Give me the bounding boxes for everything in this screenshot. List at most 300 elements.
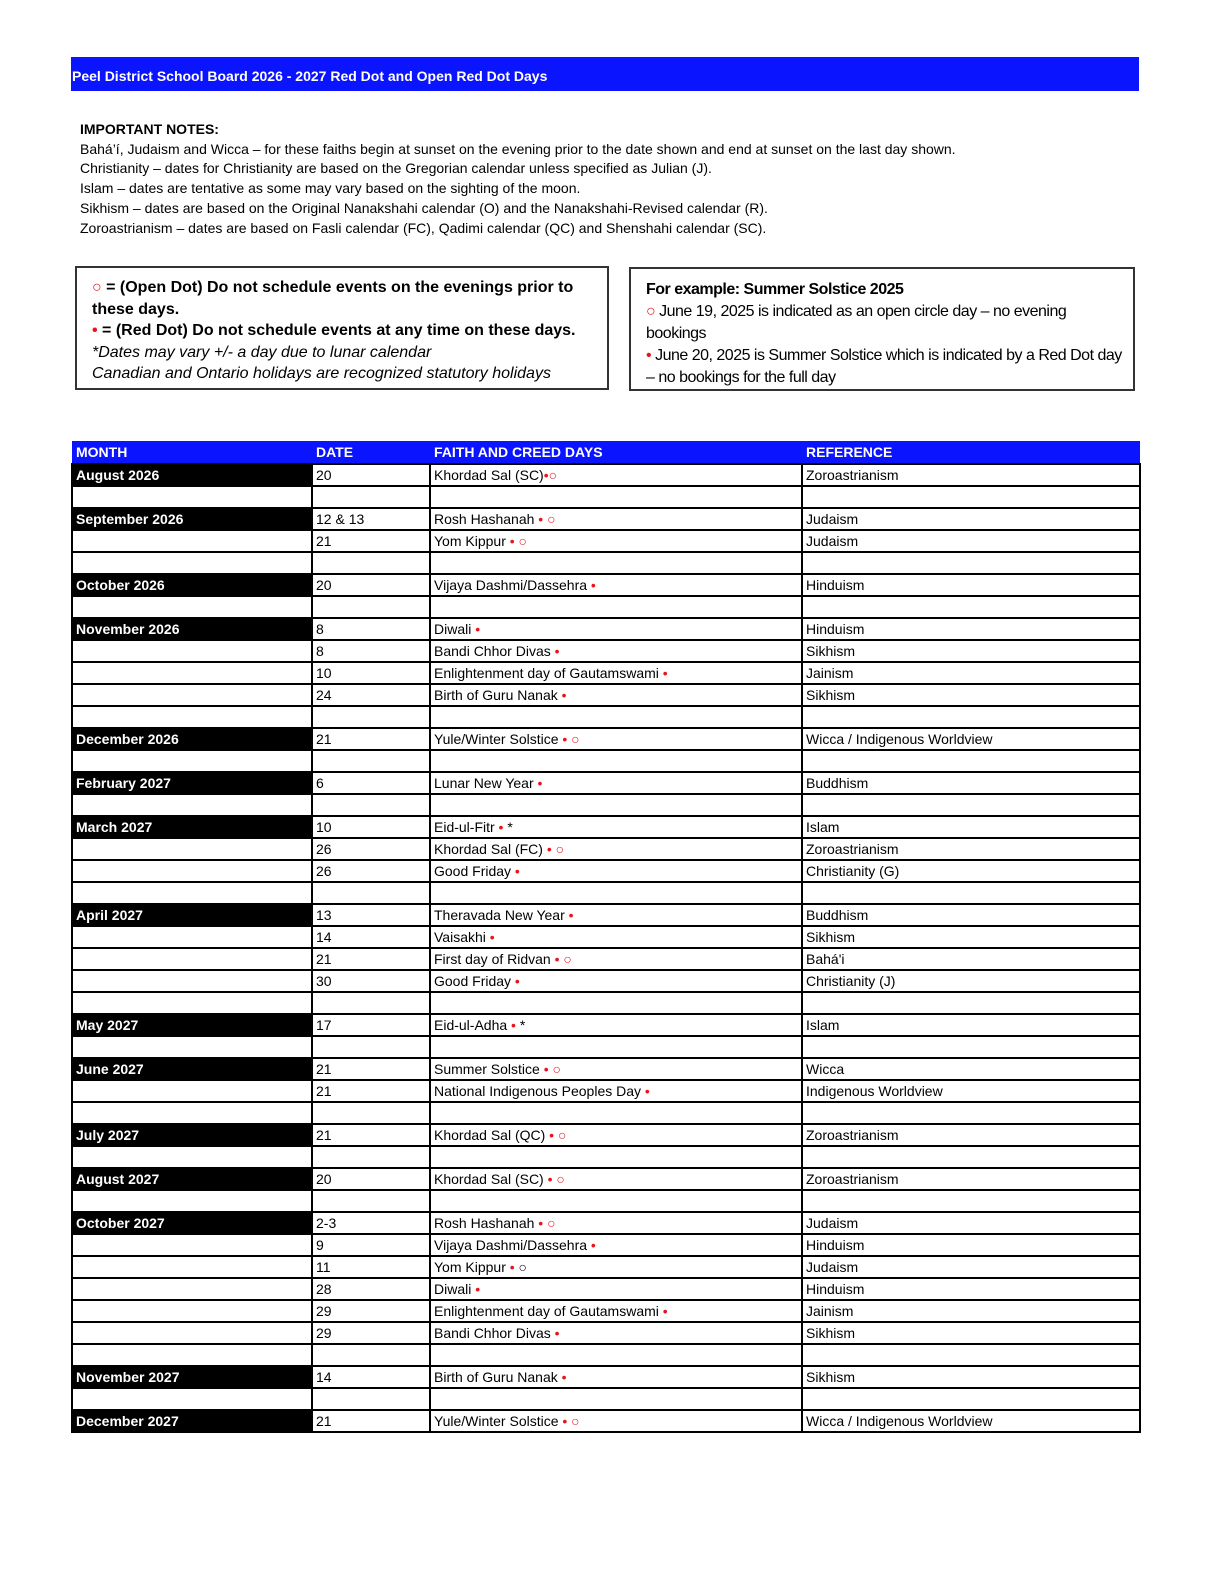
table-spacer-row — [72, 706, 1140, 728]
dot-marker-icon: • — [533, 775, 543, 791]
table-row — [72, 1014, 1140, 1036]
faith-day-cell — [430, 1322, 802, 1344]
dot-marker-icon: • ○ — [543, 1171, 565, 1187]
dot-marker-icon: • ○ — [539, 1061, 561, 1077]
faith-day-cell — [430, 1300, 802, 1322]
dot-marker-icon: • ○ — [545, 1127, 567, 1143]
faith-day-cell — [430, 1234, 802, 1256]
reference-cell: Zoroastrianism — [802, 838, 1140, 860]
empty-cell — [802, 552, 1140, 574]
empty-cell — [312, 1344, 430, 1366]
holiday-note: Canadian and Ontario holidays are recognized statutory holidays — [92, 365, 551, 383]
faith-day-cell — [430, 1168, 802, 1190]
faith-day-name: Enlightenment day of Gautamswami — [434, 665, 659, 681]
table-row — [72, 926, 1140, 948]
dot-marker-icon: • — [564, 907, 574, 923]
example-heading: For example: Summer Solstice 2025 — [646, 281, 904, 298]
column-header-date: DATE — [312, 441, 430, 464]
red-dot-legend-text: = (Red Dot) Do not schedule events at any time on these days. — [97, 322, 576, 340]
faith-day-cell — [430, 684, 802, 706]
table-row — [72, 728, 1140, 750]
empty-cell — [430, 706, 802, 728]
dot-marker-icon: • — [658, 1303, 668, 1319]
month-cell — [72, 926, 312, 948]
faith-day-name: Khordad Sal (SC) — [434, 467, 544, 483]
table-header-row — [72, 441, 1140, 464]
faith-day-name: Birth of Guru Nanak — [434, 687, 558, 703]
table-row — [72, 1234, 1140, 1256]
dot-marker-icon: • ○ — [534, 1215, 556, 1231]
month-cell — [72, 530, 312, 552]
table-row — [72, 1080, 1140, 1102]
month-cell: November 2027 — [72, 1366, 312, 1388]
reference-cell: Sikhism — [802, 684, 1140, 706]
faith-day-name: Birth of Guru Nanak — [434, 1369, 558, 1385]
reference-cell: Wicca — [802, 1058, 1140, 1080]
faith-day-cell — [430, 728, 802, 750]
dot-marker-icon: • ○ — [534, 511, 556, 527]
table-spacer-row — [72, 486, 1140, 508]
reference-cell: Hinduism — [802, 1234, 1140, 1256]
dot-marker-icon: •○ — [543, 467, 558, 483]
empty-cell — [430, 1344, 802, 1366]
empty-cell — [312, 1036, 430, 1058]
faith-day-cell — [430, 1278, 802, 1300]
faith-day-name: Eid-ul-Fitr — [434, 819, 495, 835]
month-cell — [72, 662, 312, 684]
faith-day-name: Bandi Chhor Divas — [434, 643, 551, 659]
empty-cell — [72, 1146, 312, 1168]
date-cell: 26 — [312, 838, 430, 860]
faith-day-name: Khordad Sal (QC) — [434, 1127, 546, 1143]
reference-cell: Islam — [802, 1014, 1140, 1036]
date-cell: 21 — [312, 530, 430, 552]
table-row — [72, 1256, 1140, 1278]
table-row — [72, 530, 1140, 552]
empty-cell — [430, 1388, 802, 1410]
faith-day-cell — [430, 926, 802, 948]
empty-cell — [312, 882, 430, 904]
dot-marker-icon: • — [550, 643, 560, 659]
month-cell: December 2026 — [72, 728, 312, 750]
reference-cell: Indigenous Worldview — [802, 1080, 1140, 1102]
note-line: Christianity – dates for Christianity are based on the Gregorian calendar unless specified as Julian (J). — [80, 160, 712, 177]
dot-marker-icon: • — [494, 819, 504, 835]
empty-cell — [312, 706, 430, 728]
date-cell: 20 — [312, 574, 430, 596]
empty-cell — [312, 1190, 430, 1212]
table-spacer-row — [72, 1036, 1140, 1058]
dot-marker-icon: • — [507, 1017, 516, 1033]
table-row — [72, 662, 1140, 684]
table-row — [72, 1168, 1140, 1190]
faith-day-cell — [430, 1124, 802, 1146]
faith-day-cell — [430, 530, 802, 552]
open-dot-icon: ○ — [92, 279, 102, 296]
date-cell: 21 — [312, 1410, 430, 1432]
faith-day-cell — [430, 948, 802, 970]
table-row — [72, 970, 1140, 992]
important-notes — [80, 120, 1130, 238]
date-cell: 21 — [312, 1124, 430, 1146]
date-cell: 9 — [312, 1234, 430, 1256]
month-cell — [72, 1278, 312, 1300]
dot-marker-icon: • — [505, 1259, 515, 1275]
month-cell — [72, 838, 312, 860]
empty-cell — [72, 1102, 312, 1124]
page-title-bar — [71, 57, 1139, 91]
table-spacer-row — [72, 1388, 1140, 1410]
table-spacer-row — [72, 750, 1140, 772]
dot-marker-icon: • — [587, 577, 596, 593]
reference-cell: Judaism — [802, 1256, 1140, 1278]
empty-cell — [430, 1146, 802, 1168]
month-cell: December 2027 — [72, 1410, 312, 1432]
dot-marker-icon: • — [587, 1237, 596, 1253]
faith-day-name: Vijaya Dashmi/Dassehra — [434, 1237, 588, 1253]
faith-day-cell — [430, 860, 802, 882]
empty-cell — [802, 1388, 1140, 1410]
empty-cell — [430, 882, 802, 904]
table-spacer-row — [72, 552, 1140, 574]
dot-marker-icon: • ○ — [558, 731, 580, 747]
empty-cell — [430, 794, 802, 816]
date-cell: 10 — [312, 662, 430, 684]
open-dot-icon: ○ — [646, 303, 656, 320]
table-row — [72, 640, 1140, 662]
note-line: Sikhism – dates are based on the Original Nanakshahi calendar (O) and the Nanakshahi-Revised calendar (R). — [80, 199, 768, 216]
reference-cell: Wicca / Indigenous Worldview — [802, 1410, 1140, 1432]
date-cell: 21 — [312, 1080, 430, 1102]
empty-cell — [802, 1146, 1140, 1168]
date-cell: 13 — [312, 904, 430, 926]
faith-day-name: Vijaya Dashmi/Dassehra — [434, 577, 588, 593]
table-row — [72, 1124, 1140, 1146]
faith-day-name: Good Friday — [434, 973, 512, 989]
faith-day-cell — [430, 618, 802, 640]
empty-cell — [312, 486, 430, 508]
empty-cell — [72, 596, 312, 618]
dot-marker-icon: • ○ — [550, 951, 572, 967]
month-cell: May 2027 — [72, 1014, 312, 1036]
example-line-open — [646, 301, 1123, 345]
empty-cell — [72, 992, 312, 1014]
column-header-reference: REFERENCE — [802, 441, 1140, 464]
faith-day-name: Enlightenment day of Gautamswami — [434, 1303, 659, 1319]
faith-day-cell — [430, 904, 802, 926]
reference-cell: Sikhism — [802, 1366, 1140, 1388]
month-cell: April 2027 — [72, 904, 312, 926]
reference-cell: Sikhism — [802, 640, 1140, 662]
reference-cell: Wicca / Indigenous Worldview — [802, 728, 1140, 750]
dot-marker-icon: • — [511, 863, 520, 879]
red-dot-icon: • — [92, 322, 98, 340]
faith-day-name: Khordad Sal (FC) — [434, 841, 543, 857]
dot-marker-icon: • ○ — [558, 1413, 580, 1429]
dot-marker-icon: • ○ — [542, 841, 565, 857]
reference-cell: Jainism — [802, 1300, 1140, 1322]
empty-cell — [72, 882, 312, 904]
dot-marker-icon: • — [658, 665, 668, 681]
empty-cell — [430, 992, 802, 1014]
reference-cell: Bahá'i — [802, 948, 1140, 970]
empty-cell — [802, 750, 1140, 772]
table-row — [72, 816, 1140, 838]
table-row — [72, 1058, 1140, 1080]
table-row — [72, 1278, 1140, 1300]
faith-day-name: Good Friday — [434, 863, 512, 879]
date-cell: 6 — [312, 772, 430, 794]
month-cell — [72, 1234, 312, 1256]
reference-cell: Zoroastrianism — [802, 1168, 1140, 1190]
empty-cell — [312, 750, 430, 772]
date-cell: 21 — [312, 1058, 430, 1080]
faith-day-name: Diwali — [434, 621, 472, 637]
reference-cell: Hinduism — [802, 574, 1140, 596]
month-cell: August 2026 — [72, 464, 312, 486]
reference-cell: Buddhism — [802, 772, 1140, 794]
empty-cell — [312, 552, 430, 574]
month-cell: September 2026 — [72, 508, 312, 530]
empty-cell — [802, 1102, 1140, 1124]
empty-cell — [312, 992, 430, 1014]
example-line-1: June 19, 2025 is indicated as an open circle day – no evening bookings — [646, 303, 1067, 342]
empty-cell — [430, 1036, 802, 1058]
extra-marker: * — [515, 1017, 526, 1033]
empty-cell — [802, 596, 1140, 618]
faith-day-name: Summer Solstice — [434, 1061, 540, 1077]
legend-box — [75, 266, 609, 390]
table-row — [72, 904, 1140, 926]
empty-cell — [72, 1036, 312, 1058]
reference-cell: Hinduism — [802, 1278, 1140, 1300]
dot-marker-icon: • — [471, 621, 481, 637]
month-cell — [72, 1322, 312, 1344]
faith-day-name: Yom Kippur — [434, 533, 506, 549]
reference-cell: Judaism — [802, 508, 1140, 530]
faith-day-name: Yule/Winter Solstice — [434, 731, 559, 747]
faith-day-cell — [430, 640, 802, 662]
column-header-faith: FAITH AND CREED DAYS — [430, 441, 802, 464]
empty-cell — [430, 1190, 802, 1212]
empty-cell — [430, 596, 802, 618]
faith-day-name: Theravada New Year — [434, 907, 565, 923]
open-dot-legend — [92, 277, 593, 320]
date-cell: 21 — [312, 728, 430, 750]
faith-day-cell — [430, 1410, 802, 1432]
date-cell: 17 — [312, 1014, 430, 1036]
faith-day-name: Eid-ul-Adha — [434, 1017, 508, 1033]
empty-cell — [72, 552, 312, 574]
reference-cell: Sikhism — [802, 1322, 1140, 1344]
table-spacer-row — [72, 1146, 1140, 1168]
empty-cell — [802, 486, 1140, 508]
empty-cell — [312, 1388, 430, 1410]
faith-day-name: First day of Ridvan — [434, 951, 551, 967]
empty-cell — [430, 750, 802, 772]
month-cell: August 2027 — [72, 1168, 312, 1190]
empty-cell — [312, 1102, 430, 1124]
empty-cell — [802, 794, 1140, 816]
table-row — [72, 574, 1140, 596]
reference-cell: Jainism — [802, 662, 1140, 684]
faith-day-cell — [430, 1212, 802, 1234]
table-row — [72, 1300, 1140, 1322]
dot-marker-icon: • — [550, 1325, 560, 1341]
faith-day-cell — [430, 1014, 802, 1036]
date-cell: 26 — [312, 860, 430, 882]
table-spacer-row — [72, 596, 1140, 618]
dot-marker-icon: • — [557, 1369, 567, 1385]
date-cell: 20 — [312, 1168, 430, 1190]
date-cell: 20 — [312, 464, 430, 486]
reference-cell: Hinduism — [802, 618, 1140, 640]
date-cell: 2-3 — [312, 1212, 430, 1234]
faith-day-name: Khordad Sal (SC) — [434, 1171, 544, 1187]
month-cell: October 2026 — [72, 574, 312, 596]
month-cell — [72, 684, 312, 706]
month-cell: February 2027 — [72, 772, 312, 794]
extra-marker: * — [503, 819, 513, 835]
reference-cell: Zoroastrianism — [802, 464, 1140, 486]
table-row — [72, 948, 1140, 970]
reference-cell: Islam — [802, 816, 1140, 838]
example-line-2: June 20, 2025 is Summer Solstice which is indicated by a Red Dot day – no bookings for the full day — [646, 347, 1122, 386]
month-cell — [72, 1256, 312, 1278]
faith-day-name: National Indigenous Peoples Day — [434, 1083, 642, 1099]
table-row — [72, 464, 1140, 486]
table-row — [72, 1322, 1140, 1344]
date-cell: 24 — [312, 684, 430, 706]
month-cell — [72, 970, 312, 992]
table-spacer-row — [72, 992, 1140, 1014]
faith-day-cell — [430, 662, 802, 684]
date-cell: 29 — [312, 1322, 430, 1344]
month-cell — [72, 948, 312, 970]
table-spacer-row — [72, 794, 1140, 816]
page-title: Peel District School Board 2026 - 2027 Red Dot and Open Red Dot Days — [72, 68, 548, 84]
example-box — [629, 267, 1135, 391]
note-line: Zoroastrianism – dates are based on Fasli calendar (FC), Qadimi calendar (QC) and Shenshahi calendar (SC). — [80, 219, 767, 236]
empty-cell — [430, 1102, 802, 1124]
example-line-red — [646, 345, 1123, 389]
empty-cell — [312, 596, 430, 618]
faith-day-name: Bandi Chhor Divas — [434, 1325, 551, 1341]
empty-cell — [430, 486, 802, 508]
faith-day-cell — [430, 1058, 802, 1080]
faith-day-cell — [430, 1256, 802, 1278]
empty-cell — [72, 1344, 312, 1366]
date-cell: 11 — [312, 1256, 430, 1278]
faith-day-cell — [430, 772, 802, 794]
faith-day-name: Lunar New Year — [434, 775, 534, 791]
date-cell: 8 — [312, 640, 430, 662]
empty-cell — [802, 1036, 1140, 1058]
table-row — [72, 860, 1140, 882]
dot-marker-icon: • — [471, 1281, 481, 1297]
faith-day-cell — [430, 1366, 802, 1388]
dot-marker-icon: • — [557, 687, 567, 703]
faith-day-cell — [430, 970, 802, 992]
table-spacer-row — [72, 1190, 1140, 1212]
month-cell: July 2027 — [72, 1124, 312, 1146]
date-cell: 10 — [312, 816, 430, 838]
table-spacer-row — [72, 882, 1140, 904]
table-row — [72, 508, 1140, 530]
date-cell: 29 — [312, 1300, 430, 1322]
faith-day-cell — [430, 508, 802, 530]
dot-marker-icon: • — [641, 1083, 650, 1099]
table-row — [72, 1366, 1140, 1388]
date-cell: 14 — [312, 1366, 430, 1388]
month-cell — [72, 860, 312, 882]
table-spacer-row — [72, 1102, 1140, 1124]
reference-cell: Judaism — [802, 1212, 1140, 1234]
dot-marker-icon: • ○ — [505, 533, 527, 549]
date-cell: 21 — [312, 948, 430, 970]
open-dot-legend-text: = (Open Dot) Do not schedule events on the evenings prior to these days. — [92, 279, 574, 318]
faith-day-cell — [430, 574, 802, 596]
date-cell: 28 — [312, 1278, 430, 1300]
faith-day-name: Diwali — [434, 1281, 472, 1297]
empty-cell — [802, 1344, 1140, 1366]
red-dot-legend — [92, 320, 593, 342]
date-cell: 14 — [312, 926, 430, 948]
empty-cell — [312, 1146, 430, 1168]
month-cell — [72, 1080, 312, 1102]
table-spacer-row — [72, 1344, 1140, 1366]
dot-marker-icon: • — [485, 929, 495, 945]
month-cell — [72, 1300, 312, 1322]
month-cell: March 2027 — [72, 816, 312, 838]
empty-cell — [430, 552, 802, 574]
month-cell — [72, 640, 312, 662]
month-cell: November 2026 — [72, 618, 312, 640]
faith-days-table — [71, 441, 1141, 1433]
table-row — [72, 772, 1140, 794]
dot-marker-icon: • — [511, 973, 520, 989]
reference-cell: Zoroastrianism — [802, 1124, 1140, 1146]
lunar-note: *Dates may vary +/- a day due to lunar calendar — [92, 343, 432, 361]
faith-day-name: Rosh Hashanah — [434, 511, 535, 527]
reference-cell: Christianity (G) — [802, 860, 1140, 882]
faith-day-name: Yule/Winter Solstice — [434, 1413, 559, 1429]
faith-day-cell — [430, 816, 802, 838]
empty-cell — [72, 706, 312, 728]
empty-cell — [72, 486, 312, 508]
empty-cell — [72, 1190, 312, 1212]
month-cell: June 2027 — [72, 1058, 312, 1080]
empty-cell — [312, 794, 430, 816]
date-cell: 30 — [312, 970, 430, 992]
note-line: Bahá’í, Judaism and Wicca – for these faiths begin at sunset on the evening prior to the date shown and end at sunset on the last day shown. — [80, 140, 956, 157]
date-cell: 12 & 13 — [312, 508, 430, 530]
table-row — [72, 1212, 1140, 1234]
faith-day-name: Rosh Hashanah — [434, 1215, 535, 1231]
empty-cell — [802, 882, 1140, 904]
reference-cell: Christianity (J) — [802, 970, 1140, 992]
empty-cell — [72, 1388, 312, 1410]
reference-cell: Buddhism — [802, 904, 1140, 926]
table-row — [72, 1410, 1140, 1432]
column-header-month: MONTH — [72, 441, 312, 464]
faith-day-cell — [430, 1080, 802, 1102]
empty-cell — [802, 992, 1140, 1014]
empty-cell — [72, 750, 312, 772]
faith-day-name: Yom Kippur — [434, 1259, 506, 1275]
table-row — [72, 838, 1140, 860]
empty-cell — [802, 706, 1140, 728]
